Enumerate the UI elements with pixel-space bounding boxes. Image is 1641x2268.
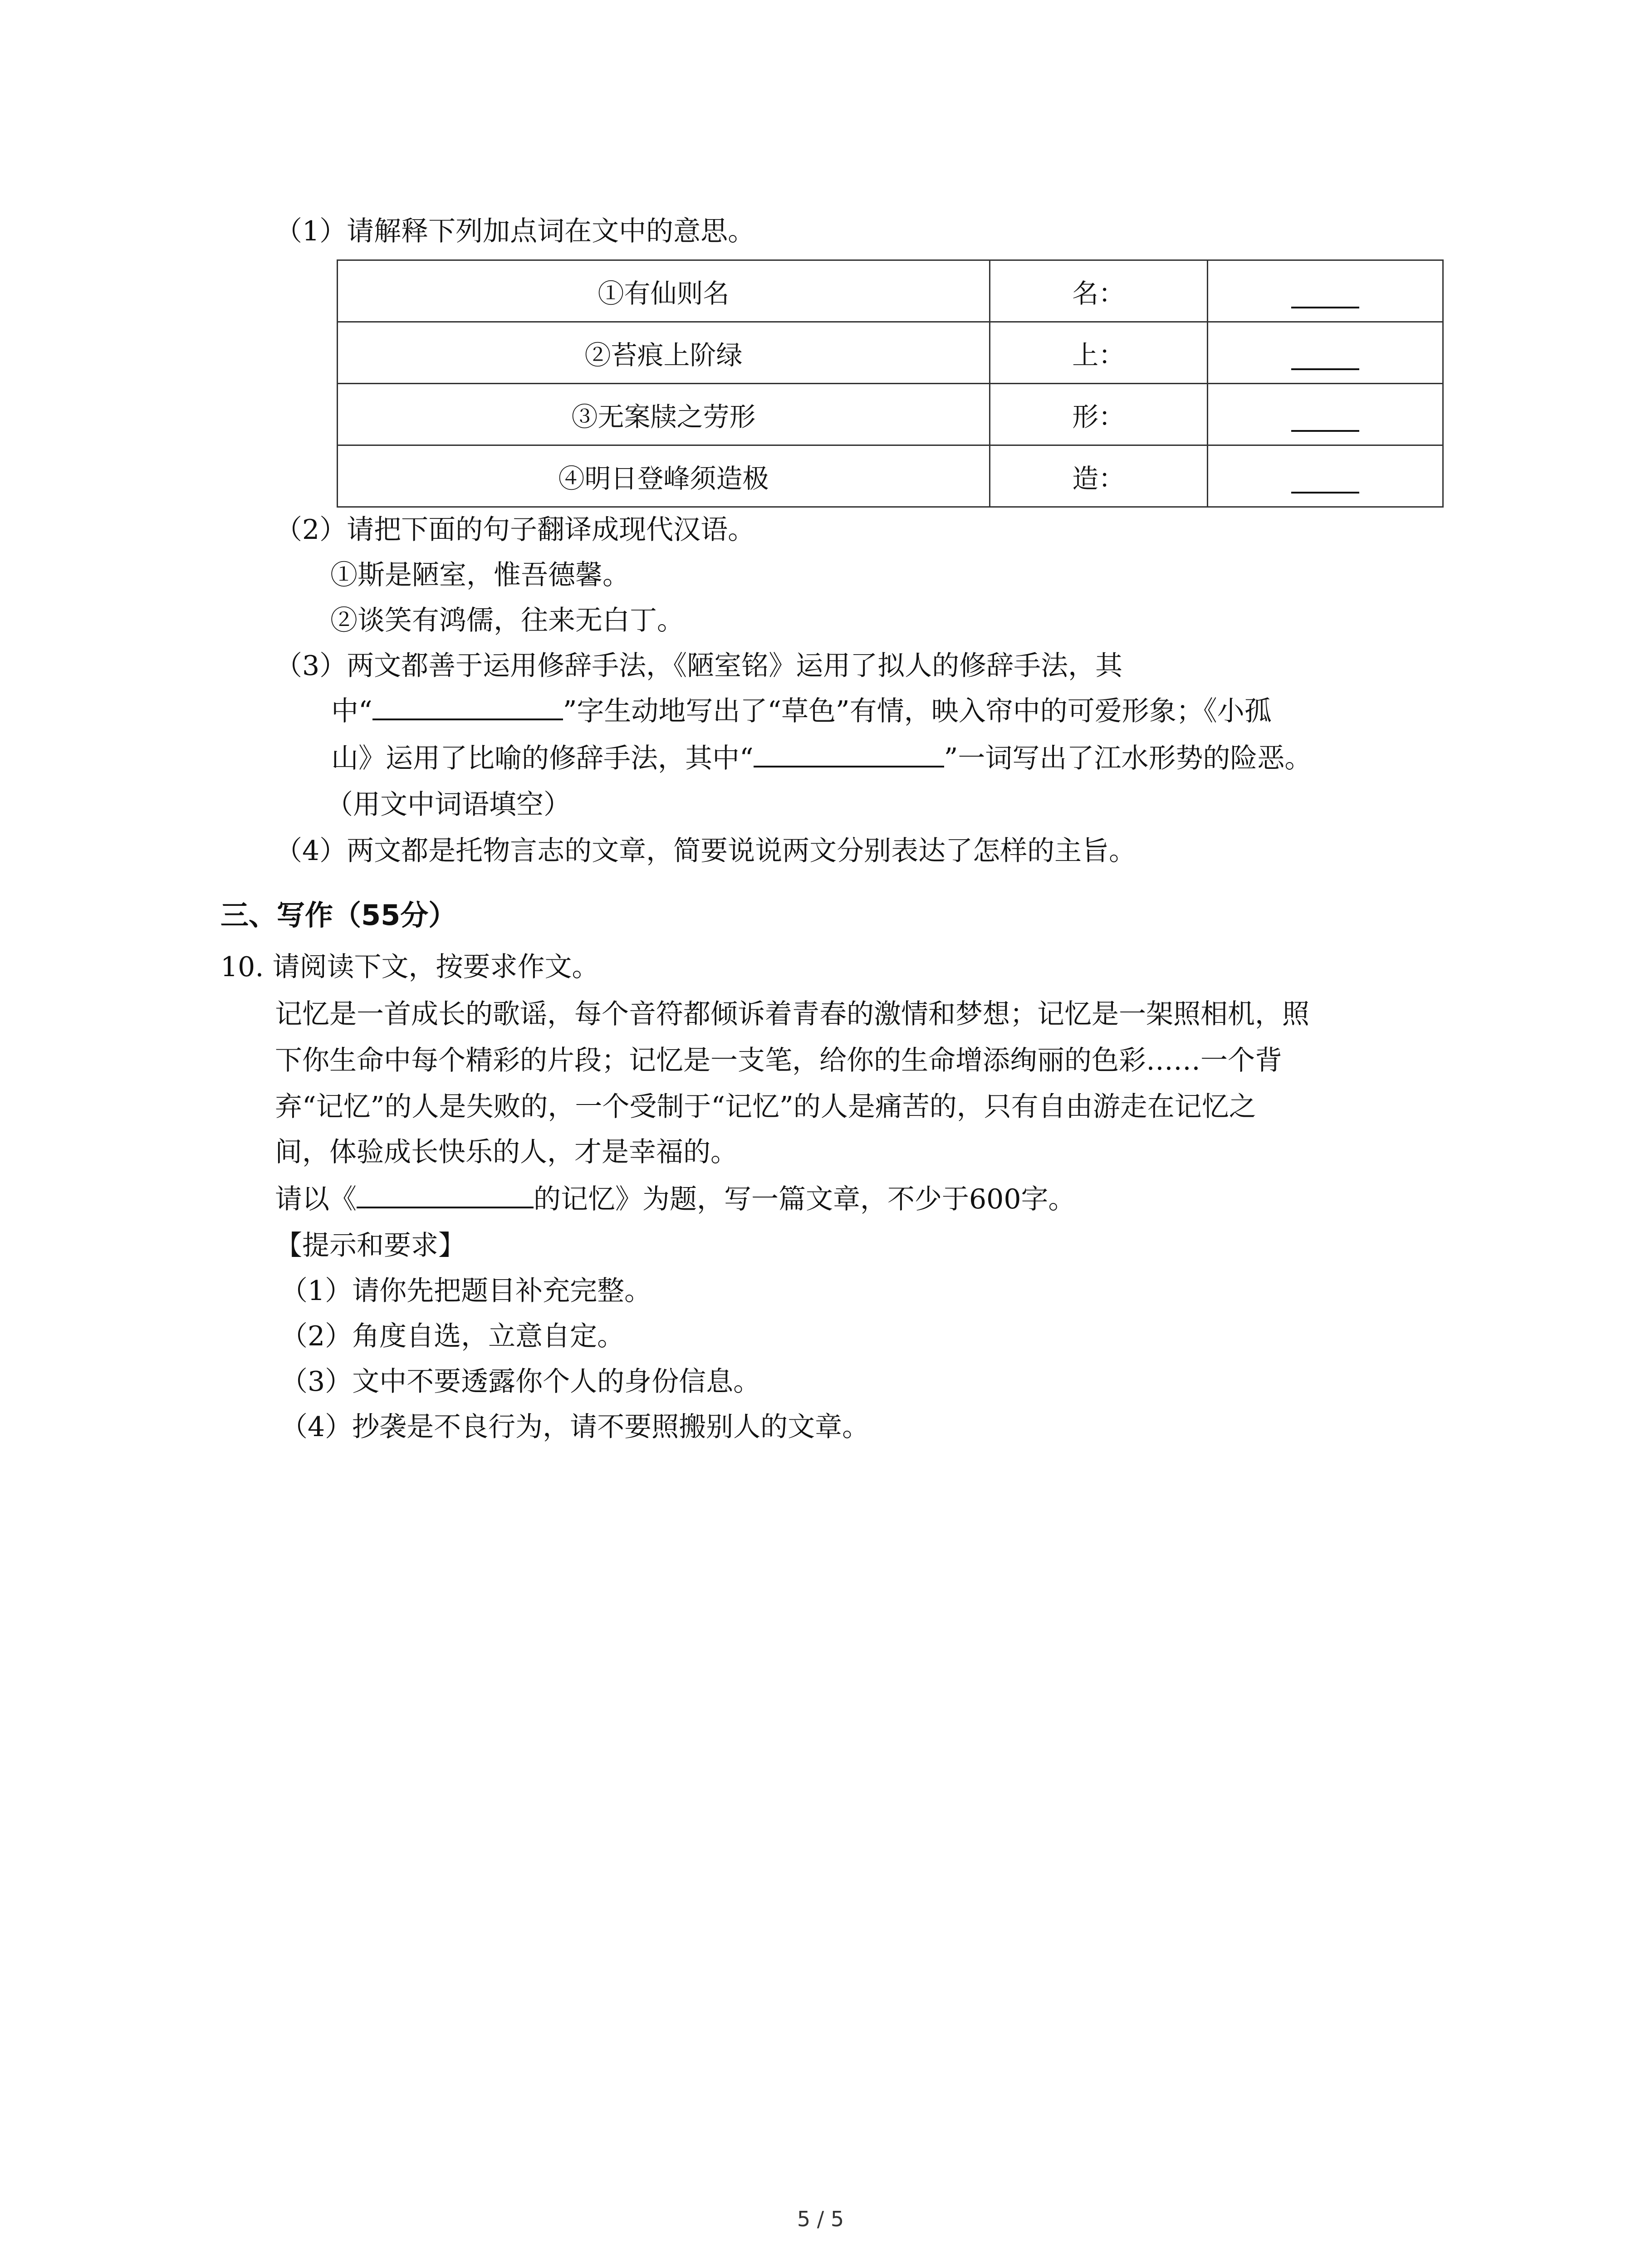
q10-passage-line-1: 记忆是一首成长的歌谣，每个音符都倾诉着青春的激情和梦想；记忆是一架照相机，照 <box>275 998 1309 1030</box>
q10-title-instruction <box>275 1181 1076 1217</box>
fill-blank-1[interactable] <box>372 693 563 720</box>
q10-prompt: 10. 请阅读下文，按要求作文。 <box>220 951 599 983</box>
tips-heading: 【提示和要求】 <box>275 1230 465 1261</box>
q2-sentence-2: ②谈笑有鸿儒，往来无白丁。 <box>330 605 684 636</box>
table-row <box>338 322 1443 384</box>
table-cell-answer[interactable] <box>1207 322 1443 384</box>
table-cell-answer[interactable] <box>1207 445 1443 507</box>
tip-1: （1）请你先把题目补充完整。 <box>280 1275 652 1307</box>
table-cell-phrase: ④明日登峰须造极 <box>338 445 990 507</box>
q4-prompt: （4）两文都是托物言志的文章，简要说说两文分别表达了怎样的主旨。 <box>275 835 1136 867</box>
fill-blank-2[interactable] <box>754 740 944 767</box>
table-cell-word: 上： <box>990 322 1207 384</box>
q3-line-3-start: 山》运用了比喻的修辞手法，其中“ <box>331 743 754 774</box>
table-cell-phrase: ③无案牍之劳形 <box>338 384 990 445</box>
vocab-table <box>337 259 1444 508</box>
page-number: 5 / 5 <box>797 2207 844 2231</box>
table-cell-phrase: ②苔痕上阶绿 <box>338 322 990 384</box>
q3-line-4: （用文中词语填空） <box>326 789 571 821</box>
tip-4: （4）抄袭是不良行为，请不要照搬别人的文章。 <box>280 1411 870 1443</box>
table-cell-answer[interactable] <box>1207 260 1443 322</box>
q3-line-2-end: ”字生动地写出了“草色”有情，映入帘中的可爱形象；《小孤 <box>563 695 1272 727</box>
table-cell-phrase: ①有仙则名 <box>338 260 990 322</box>
answer-blank <box>1291 359 1359 370</box>
section-3-title: 三、写作（55分） <box>220 899 457 932</box>
q2-prompt: （2）请把下面的句子翻译成现代汉语。 <box>275 514 755 546</box>
table-cell-word: 造： <box>990 445 1207 507</box>
tip-2: （2）角度自选，立意自定。 <box>280 1320 625 1352</box>
table-row <box>338 260 1443 322</box>
table-cell-word: 名： <box>990 260 1207 322</box>
table-cell-word: 形： <box>990 384 1207 445</box>
table-cell-answer[interactable] <box>1207 384 1443 445</box>
q10-passage-line-4: 间，体验成长快乐的人，才是幸福的。 <box>275 1136 738 1168</box>
q2-sentence-1: ①斯是陋室，惟吾德馨。 <box>330 559 630 591</box>
q3-line-2 <box>331 693 1272 729</box>
table-row <box>338 445 1443 507</box>
table-row <box>338 384 1443 445</box>
q3-line-1: （3）两文都善于运用修辞手法，《陋室铭》运用了拟人的修辞手法，其 <box>275 650 1123 682</box>
q10-passage-line-2: 下你生命中每个精彩的片段；记忆是一支笔，给你的生命增添绚丽的色彩……一个背 <box>275 1045 1282 1076</box>
tip-3: （3）文中不要透露你个人的身份信息。 <box>280 1366 761 1398</box>
q3-line-2-start: 中“ <box>331 695 372 727</box>
title-instruction-start: 请以《 <box>275 1183 357 1215</box>
q3-line-3 <box>331 740 1312 777</box>
q1-prompt: （1）请解释下列加点词在文中的意思。 <box>275 215 755 247</box>
answer-blank <box>1291 421 1359 432</box>
title-instruction-end: 的记忆》为题，写一篇文章，不少于600字。 <box>534 1183 1076 1215</box>
answer-blank <box>1291 298 1359 308</box>
title-blank[interactable] <box>357 1181 534 1208</box>
answer-blank <box>1291 483 1359 494</box>
q10-passage-line-3: 弃“记忆”的人是失败的，一个受制于“记忆”的人是痛苦的，只有自由游走在记忆之 <box>275 1091 1256 1123</box>
q3-line-3-end: ”一词写出了江水形势的险恶。 <box>944 743 1312 774</box>
